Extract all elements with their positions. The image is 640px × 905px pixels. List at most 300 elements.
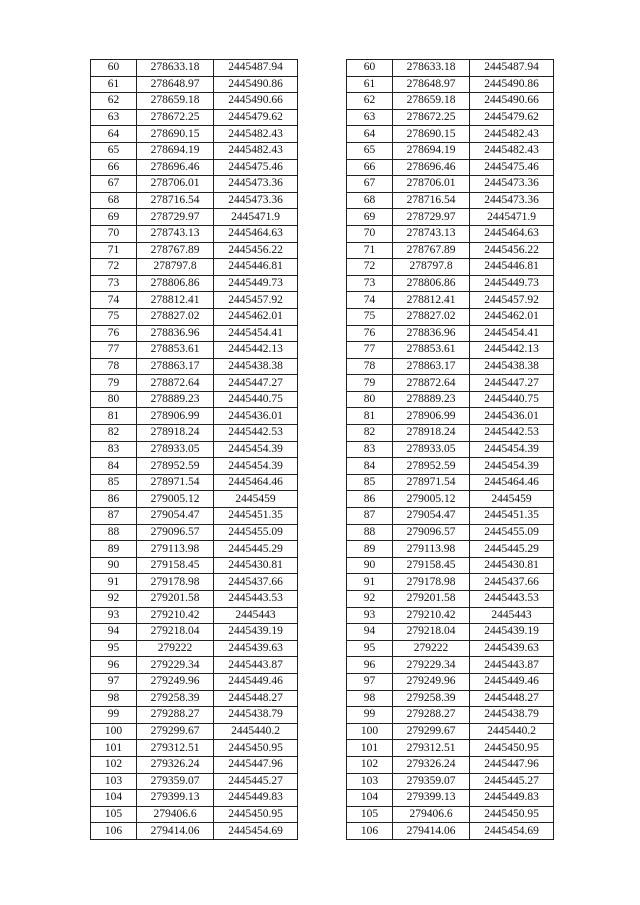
y-coordinate-cell: 2445473.36 — [214, 176, 298, 193]
point-number-cell: 97 — [347, 673, 393, 690]
point-number-cell: 89 — [347, 541, 393, 558]
point-number-cell: 61 — [347, 76, 393, 93]
point-number-cell: 91 — [347, 574, 393, 591]
y-coordinate-cell: 2445440.2 — [214, 723, 298, 740]
table-row — [91, 690, 298, 707]
point-number-cell: 81 — [347, 408, 393, 425]
x-coordinate-cell: 278648.97 — [393, 76, 470, 93]
table-row — [91, 325, 298, 342]
y-coordinate-cell: 2445479.62 — [214, 109, 298, 126]
table-row — [347, 773, 554, 790]
point-number-cell: 73 — [91, 275, 137, 292]
table-row — [91, 624, 298, 641]
y-coordinate-cell: 2445473.36 — [470, 192, 554, 209]
y-coordinate-cell: 2445462.01 — [470, 308, 554, 325]
y-coordinate-cell: 2445459 — [470, 491, 554, 508]
x-coordinate-cell: 278918.24 — [137, 425, 214, 442]
point-number-cell: 61 — [91, 76, 137, 93]
x-coordinate-cell: 278633.18 — [393, 60, 470, 77]
x-coordinate-cell: 279249.96 — [393, 673, 470, 690]
x-coordinate-cell: 279096.57 — [393, 524, 470, 541]
y-coordinate-cell: 2445457.92 — [470, 292, 554, 309]
x-coordinate-cell: 278952.59 — [393, 458, 470, 475]
y-coordinate-cell: 2445454.39 — [214, 441, 298, 458]
x-coordinate-cell: 278836.96 — [393, 325, 470, 342]
x-coordinate-cell: 279218.04 — [393, 624, 470, 641]
point-number-cell: 64 — [91, 126, 137, 143]
point-number-cell: 62 — [91, 93, 137, 110]
table-row — [91, 673, 298, 690]
y-coordinate-cell: 2445443 — [470, 607, 554, 624]
y-coordinate-cell: 2445448.27 — [214, 690, 298, 707]
y-coordinate-cell: 2445454.69 — [470, 823, 554, 840]
y-coordinate-cell: 2445440.75 — [214, 391, 298, 408]
table-row — [347, 93, 554, 110]
x-coordinate-cell: 278743.13 — [137, 225, 214, 242]
x-coordinate-cell: 279229.34 — [137, 657, 214, 674]
x-coordinate-cell: 278836.96 — [137, 325, 214, 342]
y-coordinate-cell: 2445449.73 — [470, 275, 554, 292]
table-row — [91, 60, 298, 77]
table-row — [91, 557, 298, 574]
point-number-cell: 96 — [91, 657, 137, 674]
y-coordinate-cell: 2445479.62 — [470, 109, 554, 126]
table-row — [347, 756, 554, 773]
y-coordinate-cell: 2445450.95 — [214, 806, 298, 823]
x-coordinate-cell: 278971.54 — [393, 474, 470, 491]
point-number-cell: 68 — [91, 192, 137, 209]
x-coordinate-cell: 278694.19 — [137, 142, 214, 159]
point-number-cell: 65 — [91, 142, 137, 159]
y-coordinate-cell: 2445439.63 — [470, 640, 554, 657]
x-coordinate-cell: 279201.58 — [393, 591, 470, 608]
y-coordinate-cell: 2445437.66 — [470, 574, 554, 591]
y-coordinate-cell: 2445445.29 — [214, 541, 298, 558]
point-number-cell: 102 — [347, 756, 393, 773]
y-coordinate-cell: 2445445.27 — [214, 773, 298, 790]
point-number-cell: 105 — [91, 806, 137, 823]
y-coordinate-cell: 2445439.19 — [470, 624, 554, 641]
y-coordinate-cell: 2445487.94 — [470, 60, 554, 77]
table-row — [347, 723, 554, 740]
x-coordinate-cell: 278918.24 — [393, 425, 470, 442]
point-number-cell: 69 — [91, 209, 137, 226]
y-coordinate-cell: 2445438.79 — [470, 707, 554, 724]
table-row — [347, 425, 554, 442]
y-coordinate-cell: 2445443.87 — [470, 657, 554, 674]
y-coordinate-cell: 2445482.43 — [214, 126, 298, 143]
x-coordinate-cell: 279299.67 — [137, 723, 214, 740]
point-number-cell: 72 — [91, 259, 137, 276]
table-row — [91, 740, 298, 757]
point-number-cell: 81 — [91, 408, 137, 425]
x-coordinate-cell: 278933.05 — [393, 441, 470, 458]
point-number-cell: 84 — [91, 458, 137, 475]
point-number-cell: 105 — [347, 806, 393, 823]
x-coordinate-cell: 279406.6 — [393, 806, 470, 823]
point-number-cell: 100 — [91, 723, 137, 740]
y-coordinate-cell: 2445445.29 — [470, 541, 554, 558]
table-row — [347, 640, 554, 657]
point-number-cell: 69 — [347, 209, 393, 226]
point-number-cell: 101 — [91, 740, 137, 757]
x-coordinate-cell: 278863.17 — [137, 358, 214, 375]
y-coordinate-cell: 2445443.53 — [470, 591, 554, 608]
point-number-cell: 83 — [91, 441, 137, 458]
point-number-cell: 79 — [91, 375, 137, 392]
table-row — [347, 176, 554, 193]
point-number-cell: 99 — [91, 707, 137, 724]
x-coordinate-cell: 279210.42 — [137, 607, 214, 624]
point-number-cell: 63 — [347, 109, 393, 126]
point-number-cell: 88 — [347, 524, 393, 541]
x-coordinate-cell: 278906.99 — [393, 408, 470, 425]
y-coordinate-cell: 2445440.2 — [470, 723, 554, 740]
x-coordinate-cell: 278690.15 — [137, 126, 214, 143]
y-coordinate-cell: 2445482.43 — [470, 142, 554, 159]
y-coordinate-cell: 2445490.66 — [214, 93, 298, 110]
x-coordinate-cell: 278767.89 — [393, 242, 470, 259]
point-number-cell: 75 — [91, 308, 137, 325]
x-coordinate-cell: 279249.96 — [137, 673, 214, 690]
point-number-cell: 82 — [91, 425, 137, 442]
table-row — [347, 541, 554, 558]
x-coordinate-cell: 278812.41 — [393, 292, 470, 309]
table-row — [91, 541, 298, 558]
point-number-cell: 67 — [347, 176, 393, 193]
x-coordinate-cell: 279229.34 — [393, 657, 470, 674]
x-coordinate-cell: 278648.97 — [137, 76, 214, 93]
y-coordinate-cell: 2445450.95 — [214, 740, 298, 757]
y-coordinate-cell: 2445447.27 — [214, 375, 298, 392]
x-coordinate-cell: 279359.07 — [137, 773, 214, 790]
table-row — [347, 209, 554, 226]
y-coordinate-cell: 2445449.46 — [470, 673, 554, 690]
coordinate-table-right — [346, 59, 554, 840]
point-number-cell: 93 — [91, 607, 137, 624]
y-coordinate-cell: 2445445.27 — [470, 773, 554, 790]
table-row — [347, 690, 554, 707]
y-coordinate-cell: 2445449.83 — [470, 790, 554, 807]
x-coordinate-cell: 278971.54 — [137, 474, 214, 491]
y-coordinate-cell: 2445482.43 — [214, 142, 298, 159]
table-row — [91, 209, 298, 226]
coordinate-table-left — [90, 59, 298, 840]
x-coordinate-cell: 279414.06 — [393, 823, 470, 840]
x-coordinate-cell: 278696.46 — [393, 159, 470, 176]
table-row — [91, 391, 298, 408]
point-number-cell: 86 — [347, 491, 393, 508]
y-coordinate-cell: 2445454.39 — [214, 458, 298, 475]
point-number-cell: 98 — [347, 690, 393, 707]
point-number-cell: 90 — [347, 557, 393, 574]
y-coordinate-cell: 2445436.01 — [214, 408, 298, 425]
y-coordinate-cell: 2445464.46 — [214, 474, 298, 491]
point-number-cell: 60 — [347, 60, 393, 77]
point-number-cell: 71 — [347, 242, 393, 259]
point-number-cell: 72 — [347, 259, 393, 276]
point-number-cell: 104 — [347, 790, 393, 807]
y-coordinate-cell: 2445454.41 — [214, 325, 298, 342]
table-row — [91, 192, 298, 209]
table-row — [91, 591, 298, 608]
point-number-cell: 85 — [91, 474, 137, 491]
x-coordinate-cell: 278872.64 — [137, 375, 214, 392]
point-number-cell: 62 — [347, 93, 393, 110]
point-number-cell: 102 — [91, 756, 137, 773]
point-number-cell: 65 — [347, 142, 393, 159]
point-number-cell: 67 — [91, 176, 137, 193]
y-coordinate-cell: 2445464.46 — [470, 474, 554, 491]
x-coordinate-cell: 279312.51 — [393, 740, 470, 757]
x-coordinate-cell: 279258.39 — [393, 690, 470, 707]
point-number-cell: 106 — [347, 823, 393, 840]
table-row — [91, 508, 298, 525]
point-number-cell: 74 — [91, 292, 137, 309]
y-coordinate-cell: 2445442.53 — [470, 425, 554, 442]
x-coordinate-cell: 279359.07 — [393, 773, 470, 790]
table-row — [91, 806, 298, 823]
x-coordinate-cell: 278729.97 — [137, 209, 214, 226]
x-coordinate-cell: 278889.23 — [137, 391, 214, 408]
x-coordinate-cell: 279201.58 — [137, 591, 214, 608]
x-coordinate-cell: 278906.99 — [137, 408, 214, 425]
x-coordinate-cell: 278933.05 — [137, 441, 214, 458]
x-coordinate-cell: 278812.41 — [137, 292, 214, 309]
y-coordinate-cell: 2445454.39 — [470, 441, 554, 458]
table-row — [347, 806, 554, 823]
x-coordinate-cell: 278716.54 — [137, 192, 214, 209]
table-row — [91, 474, 298, 491]
table-row — [347, 192, 554, 209]
x-coordinate-cell: 279326.24 — [393, 756, 470, 773]
table-row — [347, 607, 554, 624]
table-row — [347, 325, 554, 342]
x-coordinate-cell: 279399.13 — [393, 790, 470, 807]
y-coordinate-cell: 2445455.09 — [470, 524, 554, 541]
table-row — [91, 524, 298, 541]
x-coordinate-cell: 279312.51 — [137, 740, 214, 757]
point-number-cell: 106 — [91, 823, 137, 840]
y-coordinate-cell: 2445436.01 — [470, 408, 554, 425]
table-row — [347, 60, 554, 77]
table-row — [347, 342, 554, 359]
table-row — [347, 142, 554, 159]
y-coordinate-cell: 2445437.66 — [214, 574, 298, 591]
point-number-cell: 77 — [91, 342, 137, 359]
table-row — [91, 408, 298, 425]
x-coordinate-cell: 279222 — [393, 640, 470, 657]
table-row — [347, 126, 554, 143]
x-coordinate-cell: 278690.15 — [393, 126, 470, 143]
y-coordinate-cell: 2445447.96 — [214, 756, 298, 773]
x-coordinate-cell: 278706.01 — [393, 176, 470, 193]
x-coordinate-cell: 278952.59 — [137, 458, 214, 475]
y-coordinate-cell: 2445475.46 — [470, 159, 554, 176]
x-coordinate-cell: 279218.04 — [137, 624, 214, 641]
y-coordinate-cell: 2445446.81 — [214, 259, 298, 276]
x-coordinate-cell: 278889.23 — [393, 391, 470, 408]
y-coordinate-cell: 2445450.95 — [470, 806, 554, 823]
x-coordinate-cell: 279414.06 — [137, 823, 214, 840]
y-coordinate-cell: 2445443.87 — [214, 657, 298, 674]
table-row — [91, 657, 298, 674]
point-number-cell: 104 — [91, 790, 137, 807]
y-coordinate-cell: 2445449.73 — [214, 275, 298, 292]
y-coordinate-cell: 2445475.46 — [214, 159, 298, 176]
table-row — [347, 259, 554, 276]
x-coordinate-cell: 278827.02 — [393, 308, 470, 325]
x-coordinate-cell: 278694.19 — [393, 142, 470, 159]
table-row — [91, 425, 298, 442]
point-number-cell: 90 — [91, 557, 137, 574]
point-number-cell: 95 — [347, 640, 393, 657]
x-coordinate-cell: 278797.8 — [393, 259, 470, 276]
table-row — [91, 242, 298, 259]
point-number-cell: 103 — [91, 773, 137, 790]
table-row — [91, 342, 298, 359]
x-coordinate-cell: 279406.6 — [137, 806, 214, 823]
table-row — [91, 142, 298, 159]
table-row — [91, 308, 298, 325]
table-row — [347, 76, 554, 93]
x-coordinate-cell: 279096.57 — [137, 524, 214, 541]
y-coordinate-cell: 2445439.19 — [214, 624, 298, 641]
y-coordinate-cell: 2445487.94 — [214, 60, 298, 77]
point-number-cell: 94 — [91, 624, 137, 641]
table-row — [347, 657, 554, 674]
table-row — [347, 491, 554, 508]
table-row — [91, 823, 298, 840]
point-number-cell: 85 — [347, 474, 393, 491]
point-number-cell: 95 — [91, 640, 137, 657]
y-coordinate-cell: 2445447.96 — [470, 756, 554, 773]
point-number-cell: 89 — [91, 541, 137, 558]
y-coordinate-cell: 2445471.9 — [214, 209, 298, 226]
table-row — [347, 557, 554, 574]
y-coordinate-cell: 2445490.66 — [470, 93, 554, 110]
y-coordinate-cell: 2445449.83 — [214, 790, 298, 807]
x-coordinate-cell: 278863.17 — [393, 358, 470, 375]
table-row — [347, 740, 554, 757]
table-row — [91, 574, 298, 591]
x-coordinate-cell: 279178.98 — [393, 574, 470, 591]
x-coordinate-cell: 279258.39 — [137, 690, 214, 707]
table-row — [347, 391, 554, 408]
table-row — [91, 756, 298, 773]
x-coordinate-cell: 278767.89 — [137, 242, 214, 259]
y-coordinate-cell: 2445456.22 — [470, 242, 554, 259]
y-coordinate-cell: 2445454.39 — [470, 458, 554, 475]
table-row — [91, 707, 298, 724]
point-number-cell: 92 — [347, 591, 393, 608]
table-row — [91, 491, 298, 508]
y-coordinate-cell: 2445462.01 — [214, 308, 298, 325]
table-row — [91, 640, 298, 657]
x-coordinate-cell: 279178.98 — [137, 574, 214, 591]
point-number-cell: 64 — [347, 126, 393, 143]
table-row — [91, 109, 298, 126]
point-number-cell: 76 — [347, 325, 393, 342]
point-number-cell: 70 — [91, 225, 137, 242]
y-coordinate-cell: 2445430.81 — [214, 557, 298, 574]
table-row — [347, 823, 554, 840]
y-coordinate-cell: 2445451.35 — [470, 508, 554, 525]
point-number-cell: 73 — [347, 275, 393, 292]
point-number-cell: 71 — [91, 242, 137, 259]
x-coordinate-cell: 278827.02 — [137, 308, 214, 325]
x-coordinate-cell: 279288.27 — [137, 707, 214, 724]
table-row — [347, 408, 554, 425]
table-row — [347, 109, 554, 126]
point-number-cell: 77 — [347, 342, 393, 359]
y-coordinate-cell: 2445450.95 — [470, 740, 554, 757]
table-row — [91, 773, 298, 790]
x-coordinate-cell: 279288.27 — [393, 707, 470, 724]
y-coordinate-cell: 2445456.22 — [214, 242, 298, 259]
point-number-cell: 103 — [347, 773, 393, 790]
x-coordinate-cell: 278672.25 — [137, 109, 214, 126]
point-number-cell: 83 — [347, 441, 393, 458]
y-coordinate-cell: 2445455.09 — [214, 524, 298, 541]
x-coordinate-cell: 278853.61 — [393, 342, 470, 359]
x-coordinate-cell: 279399.13 — [137, 790, 214, 807]
y-coordinate-cell: 2445471.9 — [470, 209, 554, 226]
point-number-cell: 96 — [347, 657, 393, 674]
x-coordinate-cell: 279222 — [137, 640, 214, 657]
y-coordinate-cell: 2445442.53 — [214, 425, 298, 442]
table-row — [91, 458, 298, 475]
x-coordinate-cell: 279054.47 — [137, 508, 214, 525]
point-number-cell: 87 — [91, 508, 137, 525]
x-coordinate-cell: 279005.12 — [393, 491, 470, 508]
y-coordinate-cell: 2445464.63 — [214, 225, 298, 242]
point-number-cell: 74 — [347, 292, 393, 309]
y-coordinate-cell: 2445430.81 — [470, 557, 554, 574]
table-row — [347, 225, 554, 242]
table-row — [91, 292, 298, 309]
y-coordinate-cell: 2445438.38 — [214, 358, 298, 375]
x-coordinate-cell: 278672.25 — [393, 109, 470, 126]
x-coordinate-cell: 278853.61 — [137, 342, 214, 359]
table-row — [91, 225, 298, 242]
x-coordinate-cell: 279005.12 — [137, 491, 214, 508]
point-number-cell: 91 — [91, 574, 137, 591]
y-coordinate-cell: 2445443 — [214, 607, 298, 624]
x-coordinate-cell: 278872.64 — [393, 375, 470, 392]
table-row — [347, 707, 554, 724]
table-row — [347, 242, 554, 259]
table-row — [91, 259, 298, 276]
x-coordinate-cell: 278806.86 — [393, 275, 470, 292]
point-number-cell: 98 — [91, 690, 137, 707]
point-number-cell: 66 — [347, 159, 393, 176]
y-coordinate-cell: 2445448.27 — [470, 690, 554, 707]
x-coordinate-cell: 279158.45 — [393, 557, 470, 574]
table-row — [347, 308, 554, 325]
table-row — [91, 358, 298, 375]
point-number-cell: 63 — [91, 109, 137, 126]
y-coordinate-cell: 2445442.13 — [214, 342, 298, 359]
point-number-cell: 78 — [347, 358, 393, 375]
y-coordinate-cell: 2445457.92 — [214, 292, 298, 309]
table-row — [347, 458, 554, 475]
y-coordinate-cell: 2445459 — [214, 491, 298, 508]
y-coordinate-cell: 2445446.81 — [470, 259, 554, 276]
point-number-cell: 88 — [91, 524, 137, 541]
table-row — [91, 275, 298, 292]
x-coordinate-cell: 279054.47 — [393, 508, 470, 525]
